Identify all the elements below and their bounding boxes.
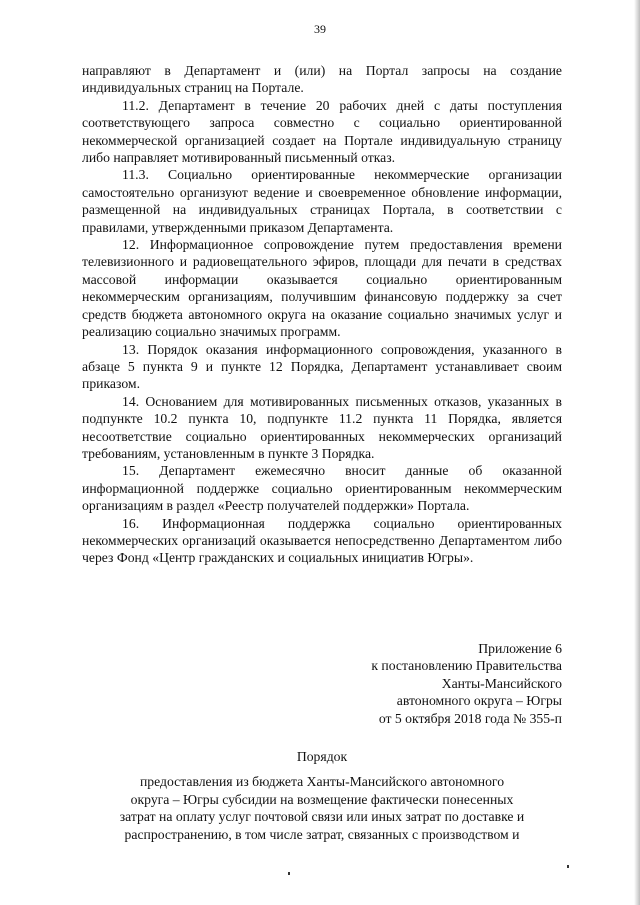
order-heading (82, 748, 562, 843)
page-edge-shadow (634, 0, 640, 905)
appendix-line: от 5 октября 2018 года № 355-п (378, 710, 562, 726)
order-description-line: предоставления из бюджета Ханты-Мансийского автономного (139, 774, 505, 790)
body-text (82, 62, 562, 567)
scan-speck (288, 872, 290, 875)
order-description-line: распространению, в том числе затрат, связанных с производством и (124, 826, 520, 842)
order-title: Порядок (296, 749, 348, 764)
page-number: 39 (314, 22, 326, 36)
order-description-line: затрат на оплату услуг почтовой связи или иных затрат по доставке и (119, 809, 525, 825)
paragraph-12: 12. Информационное сопровождение путем предоставления времени телевизионного и радиовещательного эфиров, площади для печати в средствах массовой информации оказывается социально ориентированным некоммерческим организациям, получившим финансовую поддержку за счет средств бюджета автономного округа на оказание социально значимых услуг и реализацию социально значимых программ. (82, 237, 562, 340)
appendix-header (371, 640, 562, 727)
paragraph-14: 14. Основанием для мотивированных письменных отказов, указанных в подпункте 10.2 пункта 10, подпункте 11.2 пункта 11 Порядка, является несоответствие социально ориентированных некоммерческих организаций требованиям, установленным в пункте 3 Порядка. (82, 393, 562, 461)
paragraph-11-3: 11.3. Социально ориентированные некоммерческие организации самостоятельно организуют ведение и своевременное обновление информации, размещенной на индивидуальных страницах Портала, в соответствии с правилами, утвержденными приказом Департамента. (82, 167, 562, 235)
scan-speck (567, 865, 569, 868)
paragraph-13: 13. Порядок оказания информационного сопровождения, указанного в абзаце 5 пункта 9 и пункте 12 Порядка, Департамент устанавливает своим приказом. (82, 341, 562, 392)
appendix-line: к постановлению Правительства (371, 658, 562, 674)
paragraph-16: 16. Информационная поддержка социально ориентированных некоммерческих организаций оказывается непосредственно Департаментом либо через Фонд «Центр гражданских и социальных инициатив Югры». (82, 515, 562, 566)
appendix-line: автономного округа – Югры (396, 693, 562, 709)
paragraph-11-2: 11.2. Департамент в течение 20 рабочих дней с даты поступления соответствующего запроса совместно с социально ориентированной некоммерческой организацией создает на Портале индивидуальную страницу либо направляет мотивированный письменный отказ. (82, 97, 562, 166)
order-description-line: округа – Югры субсидии на возмещение фактически понесенных (130, 791, 514, 807)
appendix-line: Ханты-Мансийского (441, 675, 562, 691)
paragraph-continuation: направляют в Департамент и (или) на Портал запросы на создание индивидуальных страниц на Портале. (82, 63, 562, 96)
appendix-line: Приложение 6 (478, 641, 562, 656)
paragraph-15: 15. Департамент ежемесячно вносит данные об оказанной информационной поддержке социально ориентированным некоммерческим организациям в раздел «Реестр получателей поддержки» Портала. (82, 463, 562, 514)
